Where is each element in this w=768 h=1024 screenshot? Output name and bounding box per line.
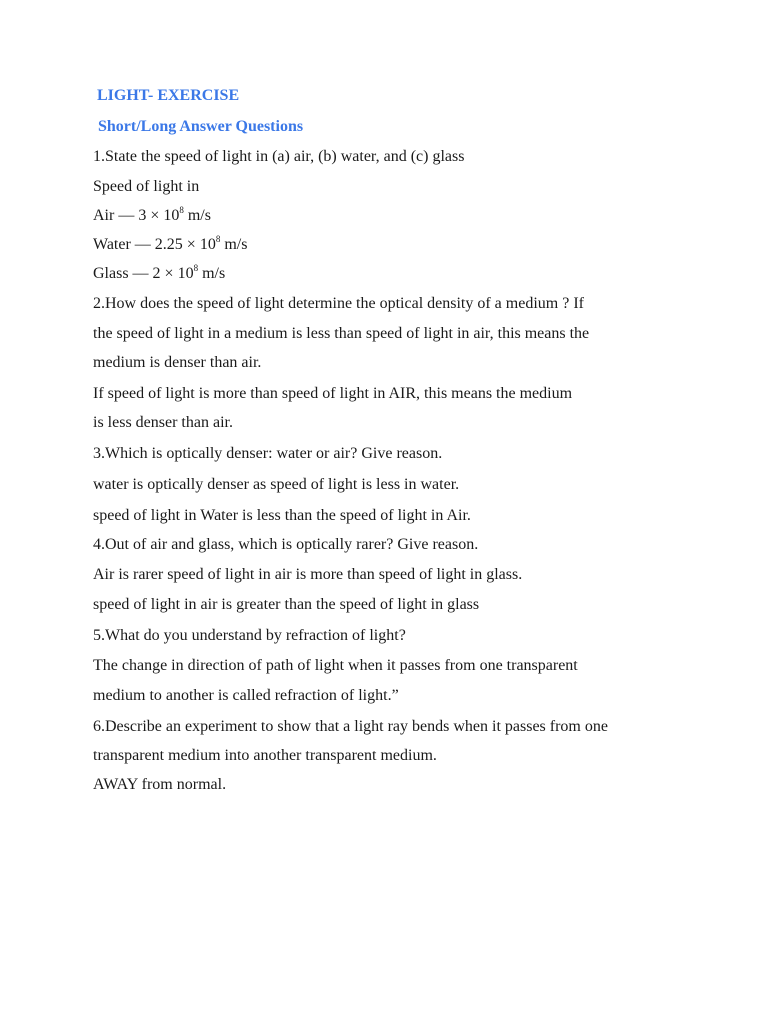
question-2: 2.How does the speed of light determine the optical density of a medium ? If	[93, 295, 584, 312]
answer-2-line: medium is denser than air.	[93, 354, 262, 371]
answer-4-line: Air is rarer speed of light in air is more than speed of light in glass.	[93, 566, 523, 583]
answer-1-intro: Speed of light in	[93, 178, 200, 195]
answer-2-line: the speed of light in a medium is less than speed of light in air, this means the	[93, 325, 590, 342]
question-6: 6.Describe an experiment to show that a light ray bends when it passes from one	[93, 718, 608, 735]
question-4: 4.Out of air and glass, which is optically rarer? Give reason.	[93, 536, 479, 553]
answer-6-line: AWAY from normal.	[93, 776, 227, 793]
section-subtitle: Short/Long Answer Questions	[98, 118, 304, 135]
answer-1-water: Water — $2.25 \times 10^8$ m/s	[93, 234, 248, 253]
answer-2-line: is less denser than air.	[93, 414, 233, 431]
page-title: LIGHT- EXERCISE	[97, 87, 240, 104]
question-5: 5.What do you understand by refraction of light?	[93, 627, 406, 644]
answer-2-line: If speed of light is more than speed of light in AIR, this means the medium	[93, 385, 573, 402]
answer-5-line: The change in direction of path of light when it passes from one transparent	[93, 657, 578, 674]
answer-1-glass: Glass — $2 \times 10^8$ m/s	[93, 263, 226, 282]
answer-3-line: speed of light in Water is less than the speed of light in Air.	[93, 507, 471, 524]
answer-6-line: transparent medium into another transparent medium.	[93, 747, 437, 764]
answer-5-line: medium to another is called refraction of light.”	[93, 687, 399, 704]
answer-4-line: speed of light in air is greater than the speed of light in glass	[93, 596, 480, 613]
answer-1-air: Air — $3 \times 10^8$ m/s	[93, 205, 211, 224]
question-3: 3.Which is optically denser: water or air? Give reason.	[93, 445, 443, 462]
answer-3-line: water is optically denser as speed of light is less in water.	[93, 476, 460, 493]
question-1: 1.State the speed of light in (a) air, (b) water, and (c) glass	[93, 148, 465, 165]
